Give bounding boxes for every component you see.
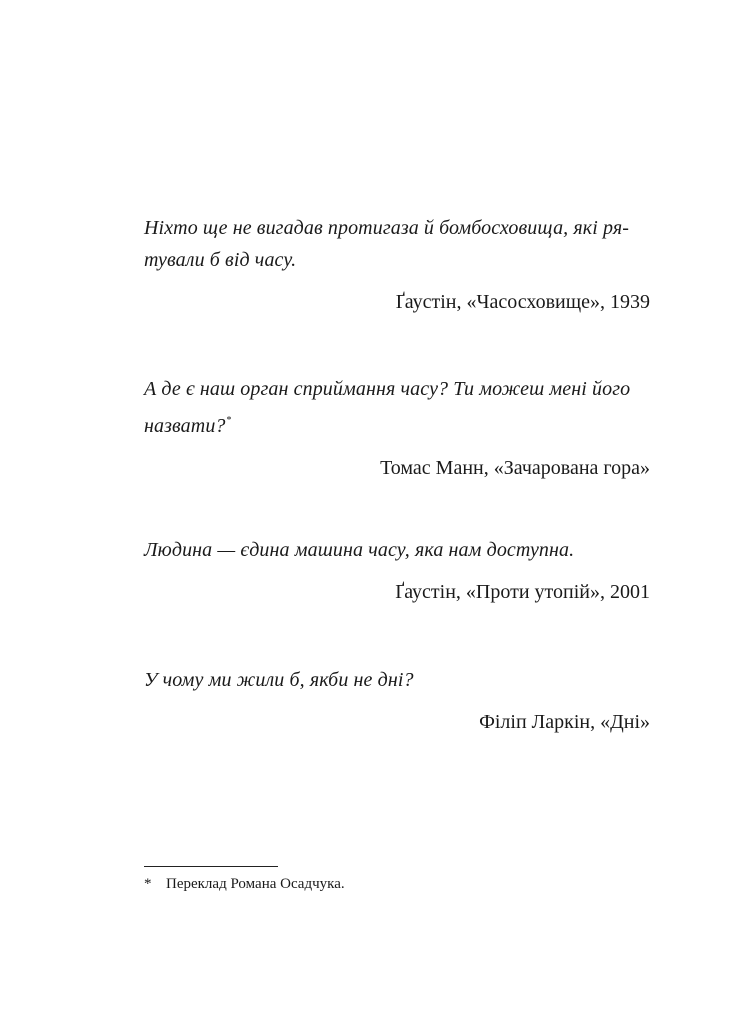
epigraph-2: [144, 373, 650, 484]
quote-line: Ніхто ще не вигадав протигаза й бомбосховища, які ря-: [144, 217, 629, 239]
epigraph-source: Томас Манн, «Зачарована гора»: [380, 457, 650, 479]
epigraph-quote: [144, 373, 650, 442]
footnote-reference[interactable]: *: [226, 415, 232, 426]
epigraph-source: Філіп Ларкін, «Дні»: [479, 711, 650, 733]
epigraph-1: [144, 212, 650, 318]
epigraph-source: Ґаустін, «Проти утопій», 2001: [395, 581, 650, 603]
footnote-divider: [144, 866, 278, 867]
epigraph-3: [144, 534, 650, 608]
epigraph-quote: [144, 534, 650, 566]
quote-line: У чому ми жили б, якби не дні?: [144, 669, 414, 691]
quote-line: Людина — єдина машина часу, яка нам доступна.: [144, 539, 575, 561]
footnote: [144, 873, 345, 895]
footnote-text: Переклад Романа Осадчука.: [166, 876, 345, 892]
quote-line: назвати?: [144, 415, 226, 437]
epigraph-quote: [144, 664, 650, 696]
quote-line: тували б від часу.: [144, 249, 297, 271]
epigraph-source: Ґаустін, «Часосховище», 1939: [395, 291, 650, 313]
quote-line: А де є наш орган сприймання часу? Ти можеш мені його: [144, 378, 631, 400]
epigraph-4: [144, 664, 650, 738]
epigraph-quote: [144, 212, 650, 276]
footnote-mark: *: [144, 876, 152, 892]
